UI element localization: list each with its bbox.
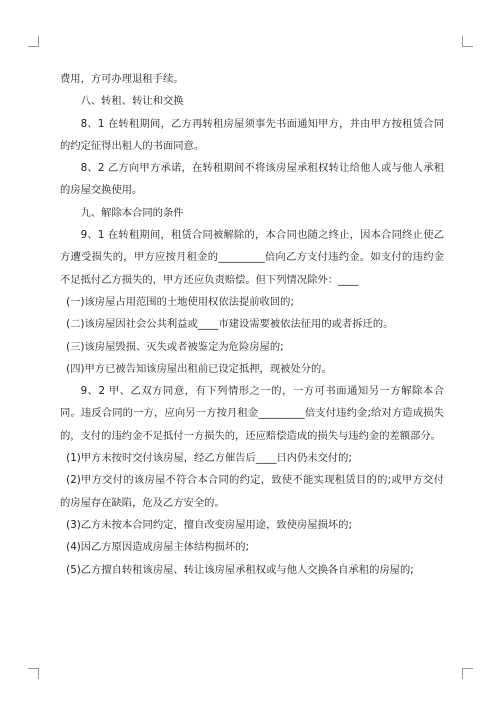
list-item: (5)乙方擅自转租该房屋、转让该房屋承租权或与他人交换各自承租的房屋的;	[66, 563, 414, 576]
crop-mark-bottom-right	[462, 668, 473, 679]
list-item: (三)该房屋毁损、灭失或者被鉴定为危险房屋的;	[66, 340, 284, 353]
list-item: (2)甲方交付的该房屋不符合本合同的约定，致使不能实现租赁目的的;或甲方交付的房屋存在缺陷，危及乙方安全的。	[60, 474, 444, 509]
section-heading: 九、解除本合同的条件	[80, 206, 184, 219]
paragraph: 费用，方可办理退租手续。	[60, 73, 184, 85]
list-item: (一)该房屋占用范围的土地使用权依法提前收回的;	[66, 295, 294, 308]
clause-9-1: 9、1 在转租期间，租赁合同被解除的，本合同也随之终止，因本合同终止使乙方遭受损失的，甲方应按月租金的_________倍向乙方支付违约金。如支付的违约金不足抵付乙方损失的，甲方还应负责赔偿。但下列情况除外：____	[60, 229, 444, 286]
clause-9-2: 9、2 甲、乙双方同意，有下列情形之一的，一方可书面通知另一方解除本合同。违反合同的一方，应向另一方按月租金_________倍支付违约金;给对方造成损失的，支付的违约金不足抵付一方损失的，还应赔偿造成的损失与违约金的差额部分。	[60, 385, 444, 442]
list-item: (1)甲方未按时交付该房屋，经乙方催告后____日内仍未交付的;	[66, 452, 352, 465]
list-item: (四)甲方已被告知该房屋出租前已设定抵押，现被处分的。	[66, 362, 332, 375]
list-item: (二)该房屋因社会公共利益或____市建设需要被依法征用的或者拆迁的。	[66, 318, 394, 331]
list-item: (4)因乙方原因造成房屋主体结构损坏的;	[66, 541, 249, 554]
clause-8-1: 8、1 在转租期间，乙方再转租房屋须事先书面通知甲方，并由甲方按租赁合同的约定征得出租人的书面同意。	[60, 117, 444, 152]
clause-8-2: 8、2 乙方向甲方承诺，在转租期间不将该房屋承租权转让给他人或与他人承租的房屋交换使用。	[60, 162, 444, 197]
crop-mark-bottom-left	[28, 668, 39, 679]
crop-mark-top-right	[462, 36, 473, 47]
document-page	[60, 68, 444, 581]
list-item: (3)乙方未按本合同约定，擅自改变房屋用途，致使房屋损坏的;	[66, 518, 352, 531]
crop-mark-top-left	[28, 36, 39, 47]
section-heading: 八、转租、转让和交换	[80, 95, 184, 108]
